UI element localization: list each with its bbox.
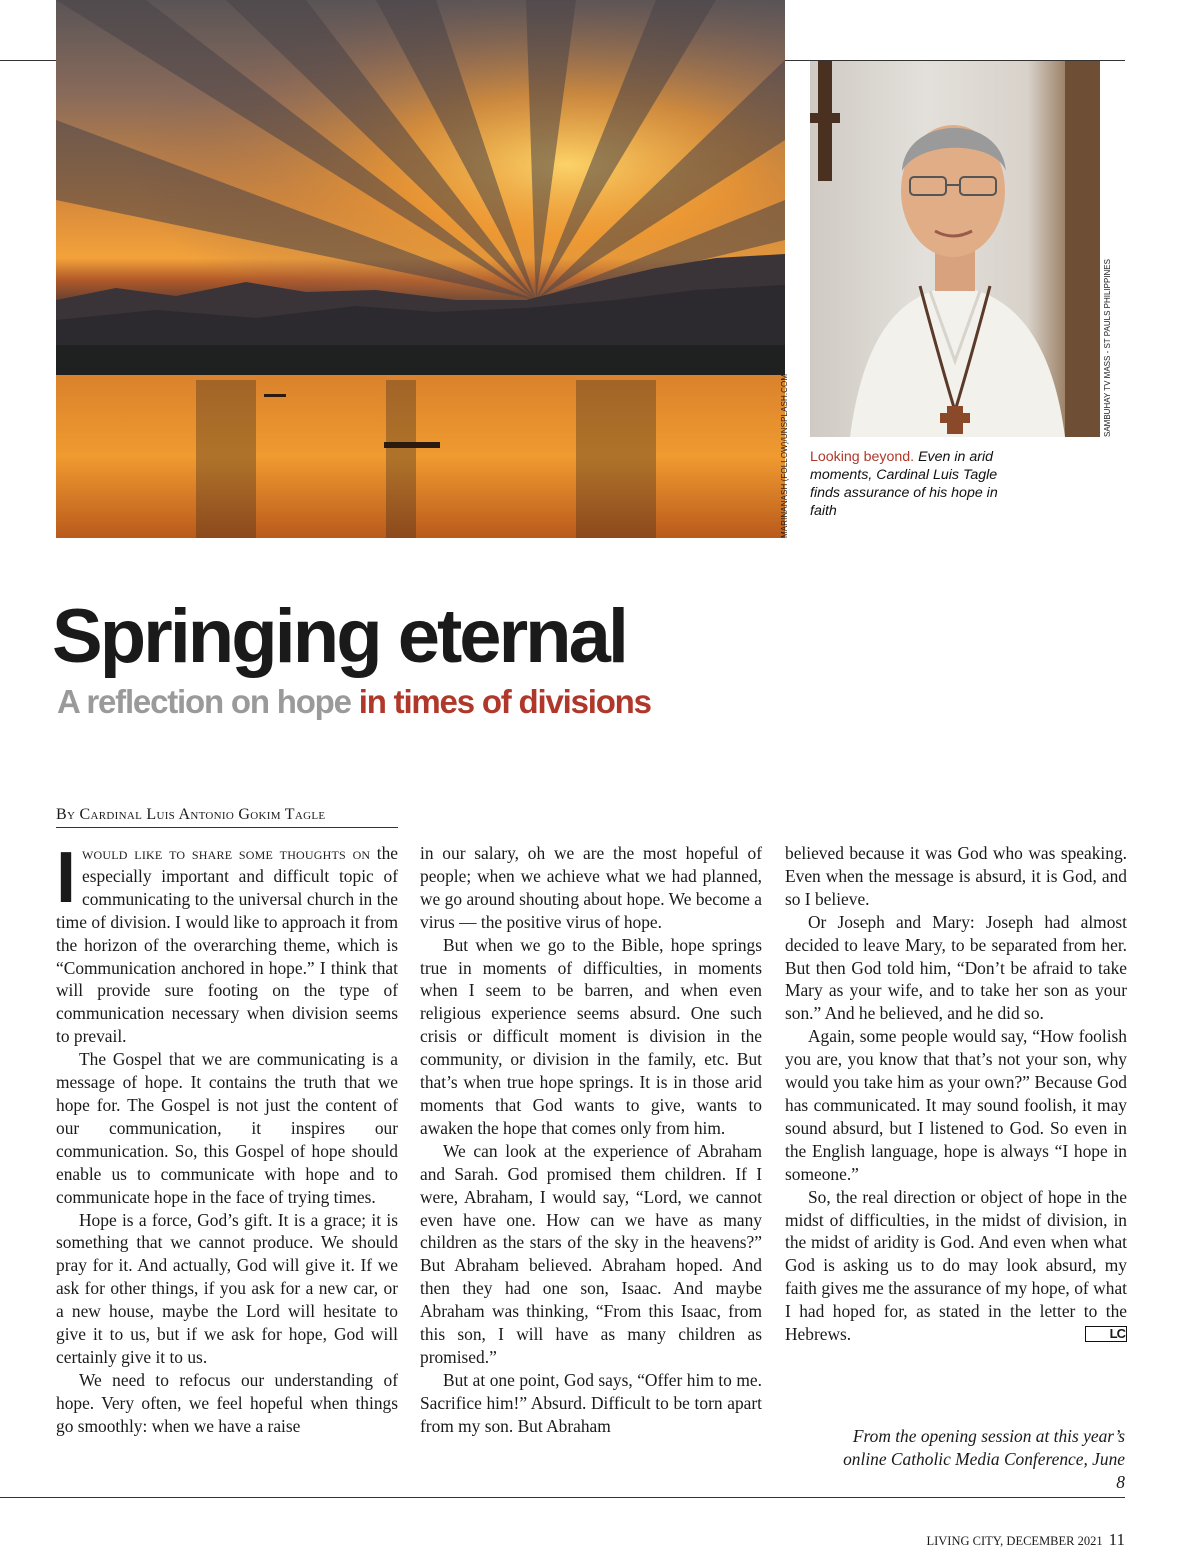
paragraph-7-continued: believed because it was God who was speaking. Even when the message is absurd, it is God, and so I believe. — [785, 843, 1127, 909]
portrait-photo-credit: SAMBUHAY TV MASS - ST PAULS PHILIPPINES — [1103, 259, 1112, 437]
portrait-photo — [810, 61, 1100, 437]
drop-cap: I — [56, 838, 77, 918]
cardinal-portrait-photo-icon — [810, 61, 1100, 437]
top-rule-left — [0, 60, 56, 61]
photo-caption — [810, 448, 1010, 520]
paragraph-1-smallcaps: would like to share some thoughts on — [82, 843, 371, 863]
article-title: Springing eternal — [52, 594, 626, 679]
column-3 — [785, 842, 1127, 1346]
source-note: From the opening session at this year’s online Catholic Media Conference, June 8 — [843, 1426, 1125, 1492]
page-number: 11 — [1108, 1530, 1125, 1549]
footer-publication: LIVING CITY, DECEMBER 2021 — [926, 1534, 1103, 1548]
paragraph-5: But when we go to the Bible, hope springs true in moments of difficulties, in moments when I seem to be barren, and when even religious experience seems absurd. One such crisis or difficult moment is division in the community, or division in the family, etc. But that’s when true hope springs. It is in those arid moments that God wants to give, wants to awaken the hope that comes only from him. — [420, 934, 762, 1138]
caption-lead: Looking beyond. — [810, 449, 915, 465]
subtitle-red: in times of divisions — [358, 683, 651, 720]
sunset-lake-photo-icon — [56, 0, 785, 538]
column-1 — [56, 838, 398, 1438]
column-2 — [420, 842, 762, 1438]
hero-photo-credit: MARINANASH (FOLLOW)/UNSPLASH.COM — [780, 373, 789, 538]
paragraph-1-text: the especially important and difficult topic of communicating to the universal church in the time of division. I would like to approach it from the horizon of the overarching theme, which is “Communication anchored in hope.” I think that will provide sure footing on the type of communication necessary when division seems to prevail. — [56, 843, 398, 1047]
article-subtitle — [57, 680, 651, 724]
paragraph-4-continued: in our salary, oh we are the most hopeful of people; when we achieve what we had planned, we go around shouting about hope. We become a virus — the positive virus of hope. — [420, 843, 762, 932]
page-footer — [880, 1530, 1125, 1550]
paragraph-8: Or Joseph and Mary: Joseph had almost decided to leave Mary, to be separated from her. But then God told him, “Don’t be afraid to take Mary as your wife, and to take her son as your son.” And he believed, and he did so. — [785, 911, 1127, 1024]
subtitle-grey: A reflection on hope — [57, 683, 351, 720]
footer-rule — [0, 1497, 1125, 1498]
paragraph-1 — [56, 838, 398, 1048]
end-mark-icon: LC — [1085, 1326, 1127, 1342]
paragraph-10-text: So, the real direction or object of hope in the midst of difficulties, in the midst of division, in the midst of aridity is God. And even when what God is asking us to do may look absurd, my faith gives me the assurance of my hope, of what I had hoped for, as stated in the letter to the Hebrews. — [785, 1186, 1127, 1345]
paragraph-4: We need to refocus our understanding of hope. Very often, we feel hopeful when things go smoothly: when we have a raise — [56, 1369, 398, 1436]
caption-text: Even in arid moments, Cardinal Luis Tagle finds assurance of his hope in faith — [810, 449, 998, 519]
paragraph-7: But at one point, God says, “Offer him to me. Sacrifice him!” Absurd. Difficult to be torn apart from my son. But Abraham — [420, 1369, 762, 1436]
paragraph-3: Hope is a force, God’s gift. It is a grace; it is something that we cannot produce. We should pray for it. And actually, God will give it. If we ask for other things, if you ask for a new car, or a new house, maybe the Lord will hesitate to give it to us, but if we ask for hope, God will certainly give it to us. — [56, 1209, 398, 1367]
byline: By Cardinal Luis Antonio Gokim Tagle — [56, 805, 398, 828]
paragraph-9: Again, some people would say, “How foolish you are, you know that that’s not your son, why would you take him as your own?” Because God has communicated. It may sound foolish, it may sound absurd, but I listened to God. So even in the English language, hope is always “I hope in someone.” — [785, 1026, 1127, 1184]
hero-photo — [56, 0, 785, 538]
paragraph-2: The Gospel that we are communicating is a message of hope. It contains the truth that we hope for. The Gospel is not just the content of our communication, it inspires our communication. So, this Gospel of hope should enable us to communicate with hope and to communicate hope in the face of trying times. — [56, 1049, 398, 1207]
paragraph-10 — [785, 1186, 1127, 1346]
paragraph-6: We can look at the experience of Abraham and Sarah. God promised them children. If I were, Abraham, I would say, “Lord, we cannot even have one. How can we have as many children as the stars of the sky in the heavens?” But Abraham believed. Abraham hoped. And then they had one son, Isaac. And maybe Abraham was thinking, “From this Isaac, from this son, I will have as many children as promised.” — [420, 1140, 762, 1367]
